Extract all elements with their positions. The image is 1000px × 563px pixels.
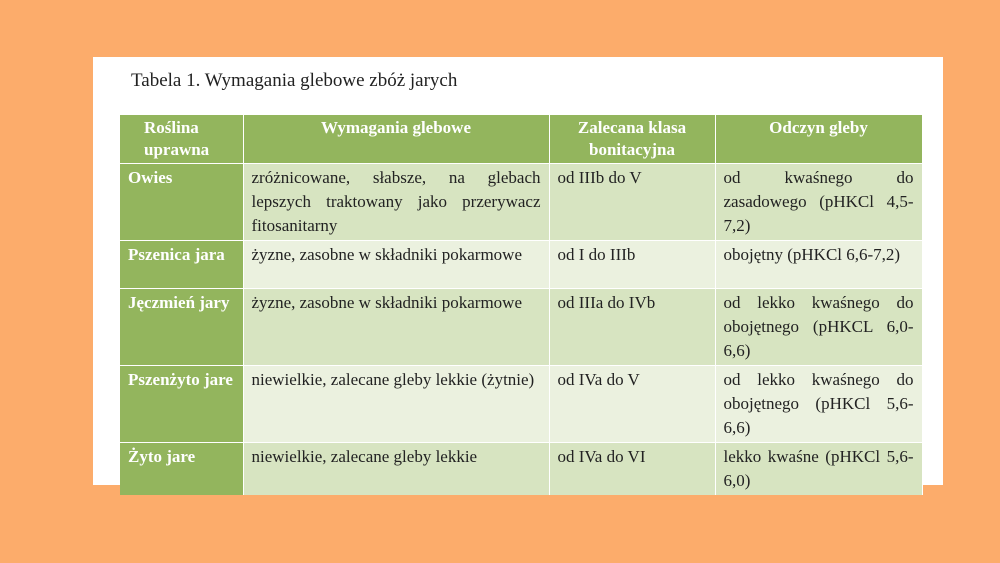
soil-ph-cell: od lekko kwaśnego do obojętnego (pHKCl 5,6-6,6) <box>715 366 922 443</box>
soil-ph-cell: od lekko kwaśnego do obojętnego (pHKCL 6,0-6,6) <box>715 289 922 366</box>
crop-name: Pszenżyto jare <box>120 366 243 443</box>
soil-class-cell: od IVa do VI <box>549 443 715 496</box>
soil-requirements-cell: żyzne, zasobne w składniki pokarmowe <box>243 289 549 366</box>
table-header-row <box>120 115 922 164</box>
soil-requirements-cell: żyzne, zasobne w składniki pokarmowe <box>243 241 549 289</box>
soil-ph-cell: lekko kwaśne (pHKCl 5,6-6,0) <box>715 443 922 496</box>
soil-requirements-cell: niewielkie, zalecane gleby lekkie (żytnie) <box>243 366 549 443</box>
header-soil-class: Zalecana klasa bonitacyjna <box>549 115 715 164</box>
header-soil-ph: Odczyn gleby <box>715 115 922 164</box>
soil-class-cell: od IVa do V <box>549 366 715 443</box>
soil-requirements-cell: niewielkie, zalecane gleby lekkie <box>243 443 549 496</box>
soil-ph-cell: obojętny (pHKCl 6,6-7,2) <box>715 241 922 289</box>
table-row <box>120 164 922 241</box>
document-card <box>93 57 943 490</box>
crop-name: Żyto jare <box>120 443 243 496</box>
table-caption: Tabela 1. Wymagania glebowe zbóż jarych <box>131 70 458 91</box>
table-row <box>120 289 922 366</box>
table-row <box>120 443 922 496</box>
crop-name: Jęczmień jary <box>120 289 243 366</box>
header-soil-requirements: Wymagania glebowe <box>243 115 549 164</box>
soil-requirements-cell: zróżnicowane, słabsze, na glebach lepszych traktowany jako przerywacz fitosanitarny <box>243 164 549 241</box>
soil-class-cell: od IIIa do IVb <box>549 289 715 366</box>
soil-requirements-table <box>120 115 923 495</box>
crop-name: Owies <box>120 164 243 241</box>
header-crop: Roślina uprawna <box>120 115 243 164</box>
table-row <box>120 366 922 443</box>
soil-class-cell: od IIIb do V <box>549 164 715 241</box>
table-row <box>120 241 922 289</box>
crop-name: Pszenica jara <box>120 241 243 289</box>
soil-class-cell: od I do IIIb <box>549 241 715 289</box>
soil-ph-cell: od kwaśnego do zasadowego (pHKCl 4,5-7,2) <box>715 164 922 241</box>
